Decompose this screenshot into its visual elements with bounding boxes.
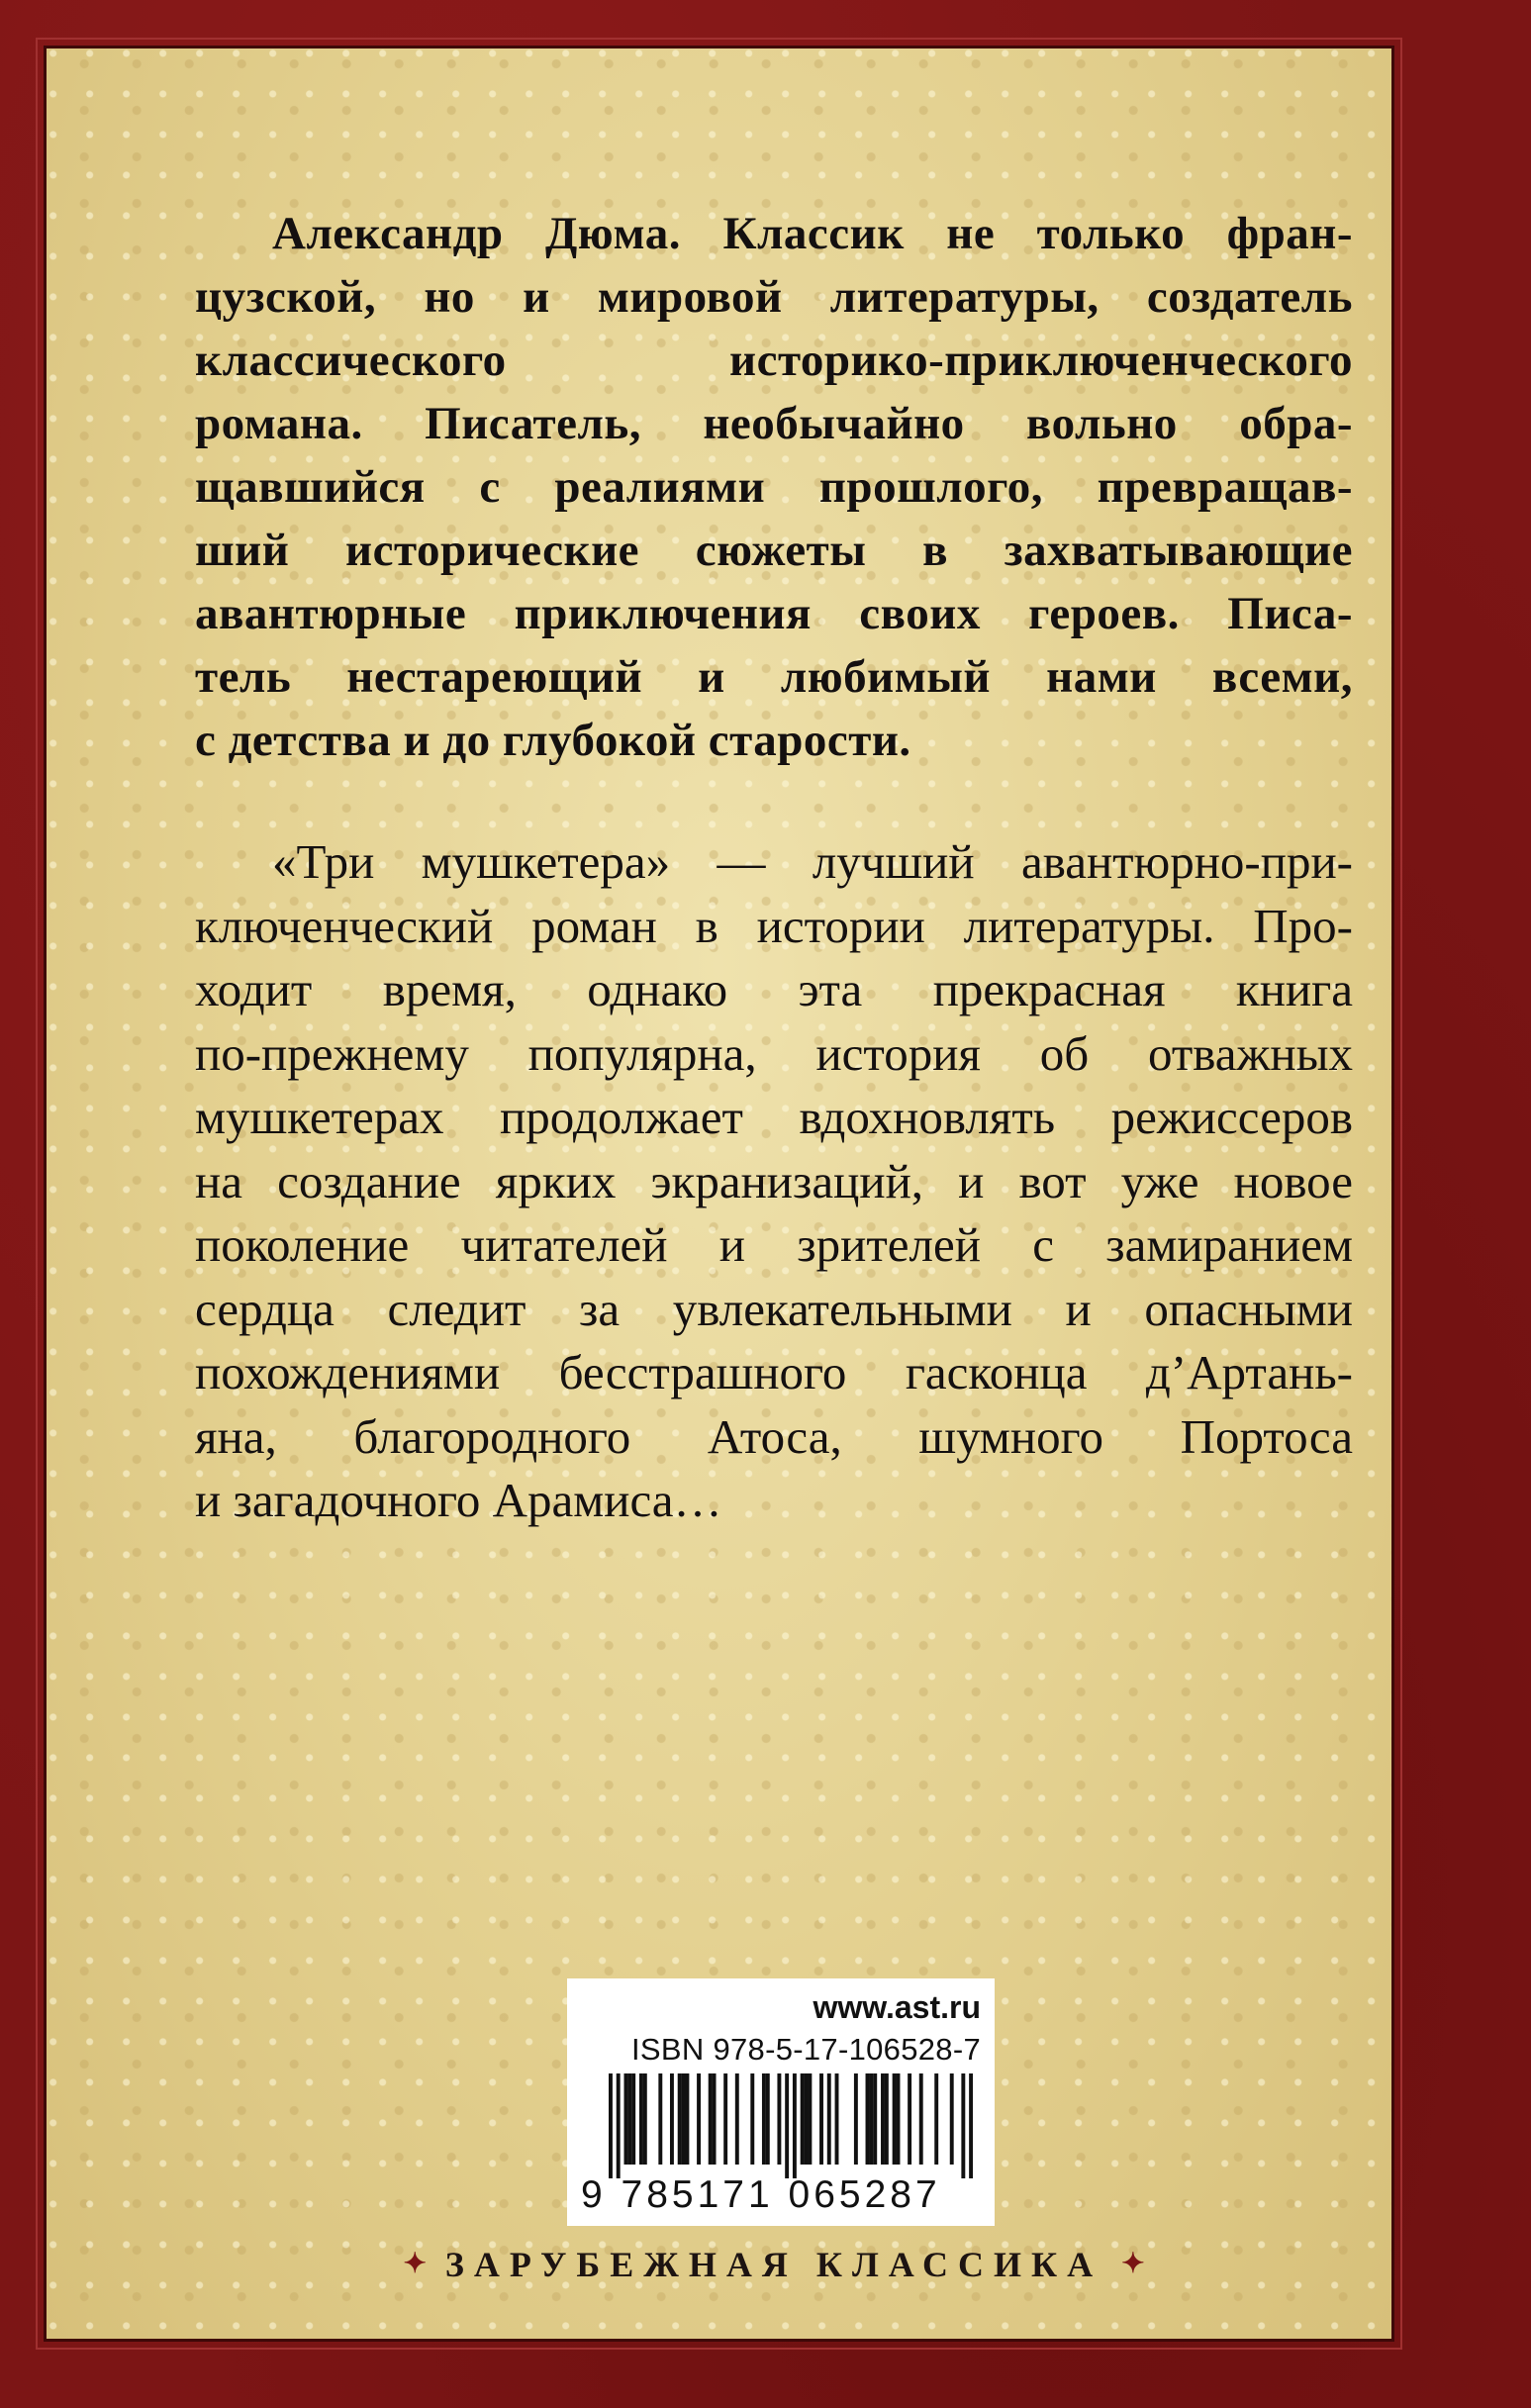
author-blurb-line: тель нестареющий и любимый нами всеми, xyxy=(195,651,1353,703)
author-blurb-line: классического историко-приключенческого xyxy=(195,335,1353,386)
barcode-bar xyxy=(609,2073,613,2178)
barcode-bar xyxy=(805,2073,809,2165)
author-blurb-line: щавшийся с реалиями прошлого, превращав- xyxy=(195,461,1353,513)
ornament-right-icon: ✦ xyxy=(1121,2249,1145,2279)
barcode-bar xyxy=(685,2073,689,2165)
parchment-panel xyxy=(44,46,1394,2342)
barcode-bar xyxy=(866,2073,870,2165)
barcode-bar xyxy=(950,2073,954,2165)
book-blurb-line: ходит время, однако эта прекрасная книга xyxy=(195,962,1353,1016)
barcode-bar xyxy=(785,2073,789,2178)
barcode-bar xyxy=(623,2073,627,2165)
barcode-bar xyxy=(682,2073,686,2165)
author-blurb xyxy=(195,202,1353,772)
book-blurb-line: «Три мушкетера» — лучший авантюрно-при- xyxy=(272,834,1353,889)
barcode-bar xyxy=(801,2073,805,2165)
book-blurb-line: ключенческий роман в истории литературы. Про- xyxy=(195,898,1353,953)
barcode-bar xyxy=(762,2073,766,2165)
barcode-bar xyxy=(750,2073,754,2165)
series-title xyxy=(195,2244,1353,2285)
barcode-bar xyxy=(869,2073,873,2165)
author-blurb-line: авантюрные приключения своих героев. Писа- xyxy=(195,588,1353,639)
book-blurb-line: поколение читателей и зрителей с замиранием xyxy=(195,1217,1353,1272)
barcode-bar xyxy=(723,2073,727,2165)
barcode-bar xyxy=(639,2073,643,2165)
author-blurb-line: с детства и до глубокой старости. xyxy=(195,715,911,766)
book-blurb-line: мушкетерах продолжает вдохновлять режиссеров xyxy=(195,1090,1353,1144)
publisher-website: www.ast.ru xyxy=(813,1989,981,2025)
book-blurb-line: похождениями бесстрашного гасконца д’Артань- xyxy=(195,1345,1353,1399)
author-blurb-line: ший исторические сюжеты в захватывающие xyxy=(195,525,1353,576)
barcode-bar xyxy=(808,2073,812,2165)
barcode-bar xyxy=(969,2073,973,2178)
book-blurb xyxy=(195,830,1353,1533)
barcode-bar xyxy=(827,2073,831,2165)
barcode-bars xyxy=(581,2073,981,2178)
barcode-bar xyxy=(873,2073,877,2165)
book-blurb-line: и загадочного Арамиса… xyxy=(195,1473,722,1527)
book-blurb-line: по-прежнему популярна, история об отважных xyxy=(195,1025,1353,1081)
author-blurb-line: романа. Писатель, необычайно вольно обра- xyxy=(195,398,1353,449)
barcode-bar xyxy=(835,2073,839,2165)
barcode-bar xyxy=(766,2073,770,2165)
barcode-bar xyxy=(777,2073,781,2165)
barcode-bar xyxy=(919,2073,923,2165)
author-blurb-line: цузской, но и мировой литературы, создатель xyxy=(195,271,1353,323)
barcode-bar xyxy=(697,2073,701,2165)
barcode-bar xyxy=(885,2073,889,2165)
barcode-bar xyxy=(713,2073,717,2165)
barcode-bar xyxy=(627,2073,631,2165)
barcode-bar xyxy=(934,2073,938,2165)
ornament-left-icon: ✦ xyxy=(403,2249,427,2279)
book-blurb-line: яна, благородного Атоса, шумного Портоса xyxy=(195,1408,1353,1464)
author-blurb-line: Александр Дюма. Классик не только фран- xyxy=(272,208,1353,259)
barcode-bar xyxy=(617,2073,621,2178)
barcode-digits: 9 785171 065287 xyxy=(581,2173,941,2216)
barcode-bar xyxy=(961,2073,965,2178)
barcode-bar xyxy=(709,2073,713,2165)
barcode-bar xyxy=(670,2073,674,2165)
barcode-bar xyxy=(678,2073,682,2165)
series-name: ЗАРУБЕЖНАЯ КЛАССИКА xyxy=(444,2245,1103,2284)
barcode-bar xyxy=(881,2073,885,2165)
book-blurb-line: сердца следит за увлекательными и опасными xyxy=(195,1281,1353,1336)
barcode-label xyxy=(567,1978,995,2226)
barcode-bar xyxy=(793,2073,797,2178)
isbn-text: ISBN 978-5-17-106528-7 xyxy=(631,2032,981,2067)
barcode-bar xyxy=(658,2073,662,2165)
barcode-bar xyxy=(893,2073,897,2165)
barcode-bar xyxy=(735,2073,739,2165)
barcode-bar xyxy=(897,2073,901,2165)
barcode-bar xyxy=(819,2073,823,2165)
book-blurb-line: на создание ярких экранизаций, и вот уже новое xyxy=(195,1153,1353,1208)
barcode-bar xyxy=(908,2073,911,2165)
barcode-bar xyxy=(631,2073,635,2165)
barcode-bar xyxy=(854,2073,858,2165)
barcode-bar xyxy=(643,2073,647,2165)
